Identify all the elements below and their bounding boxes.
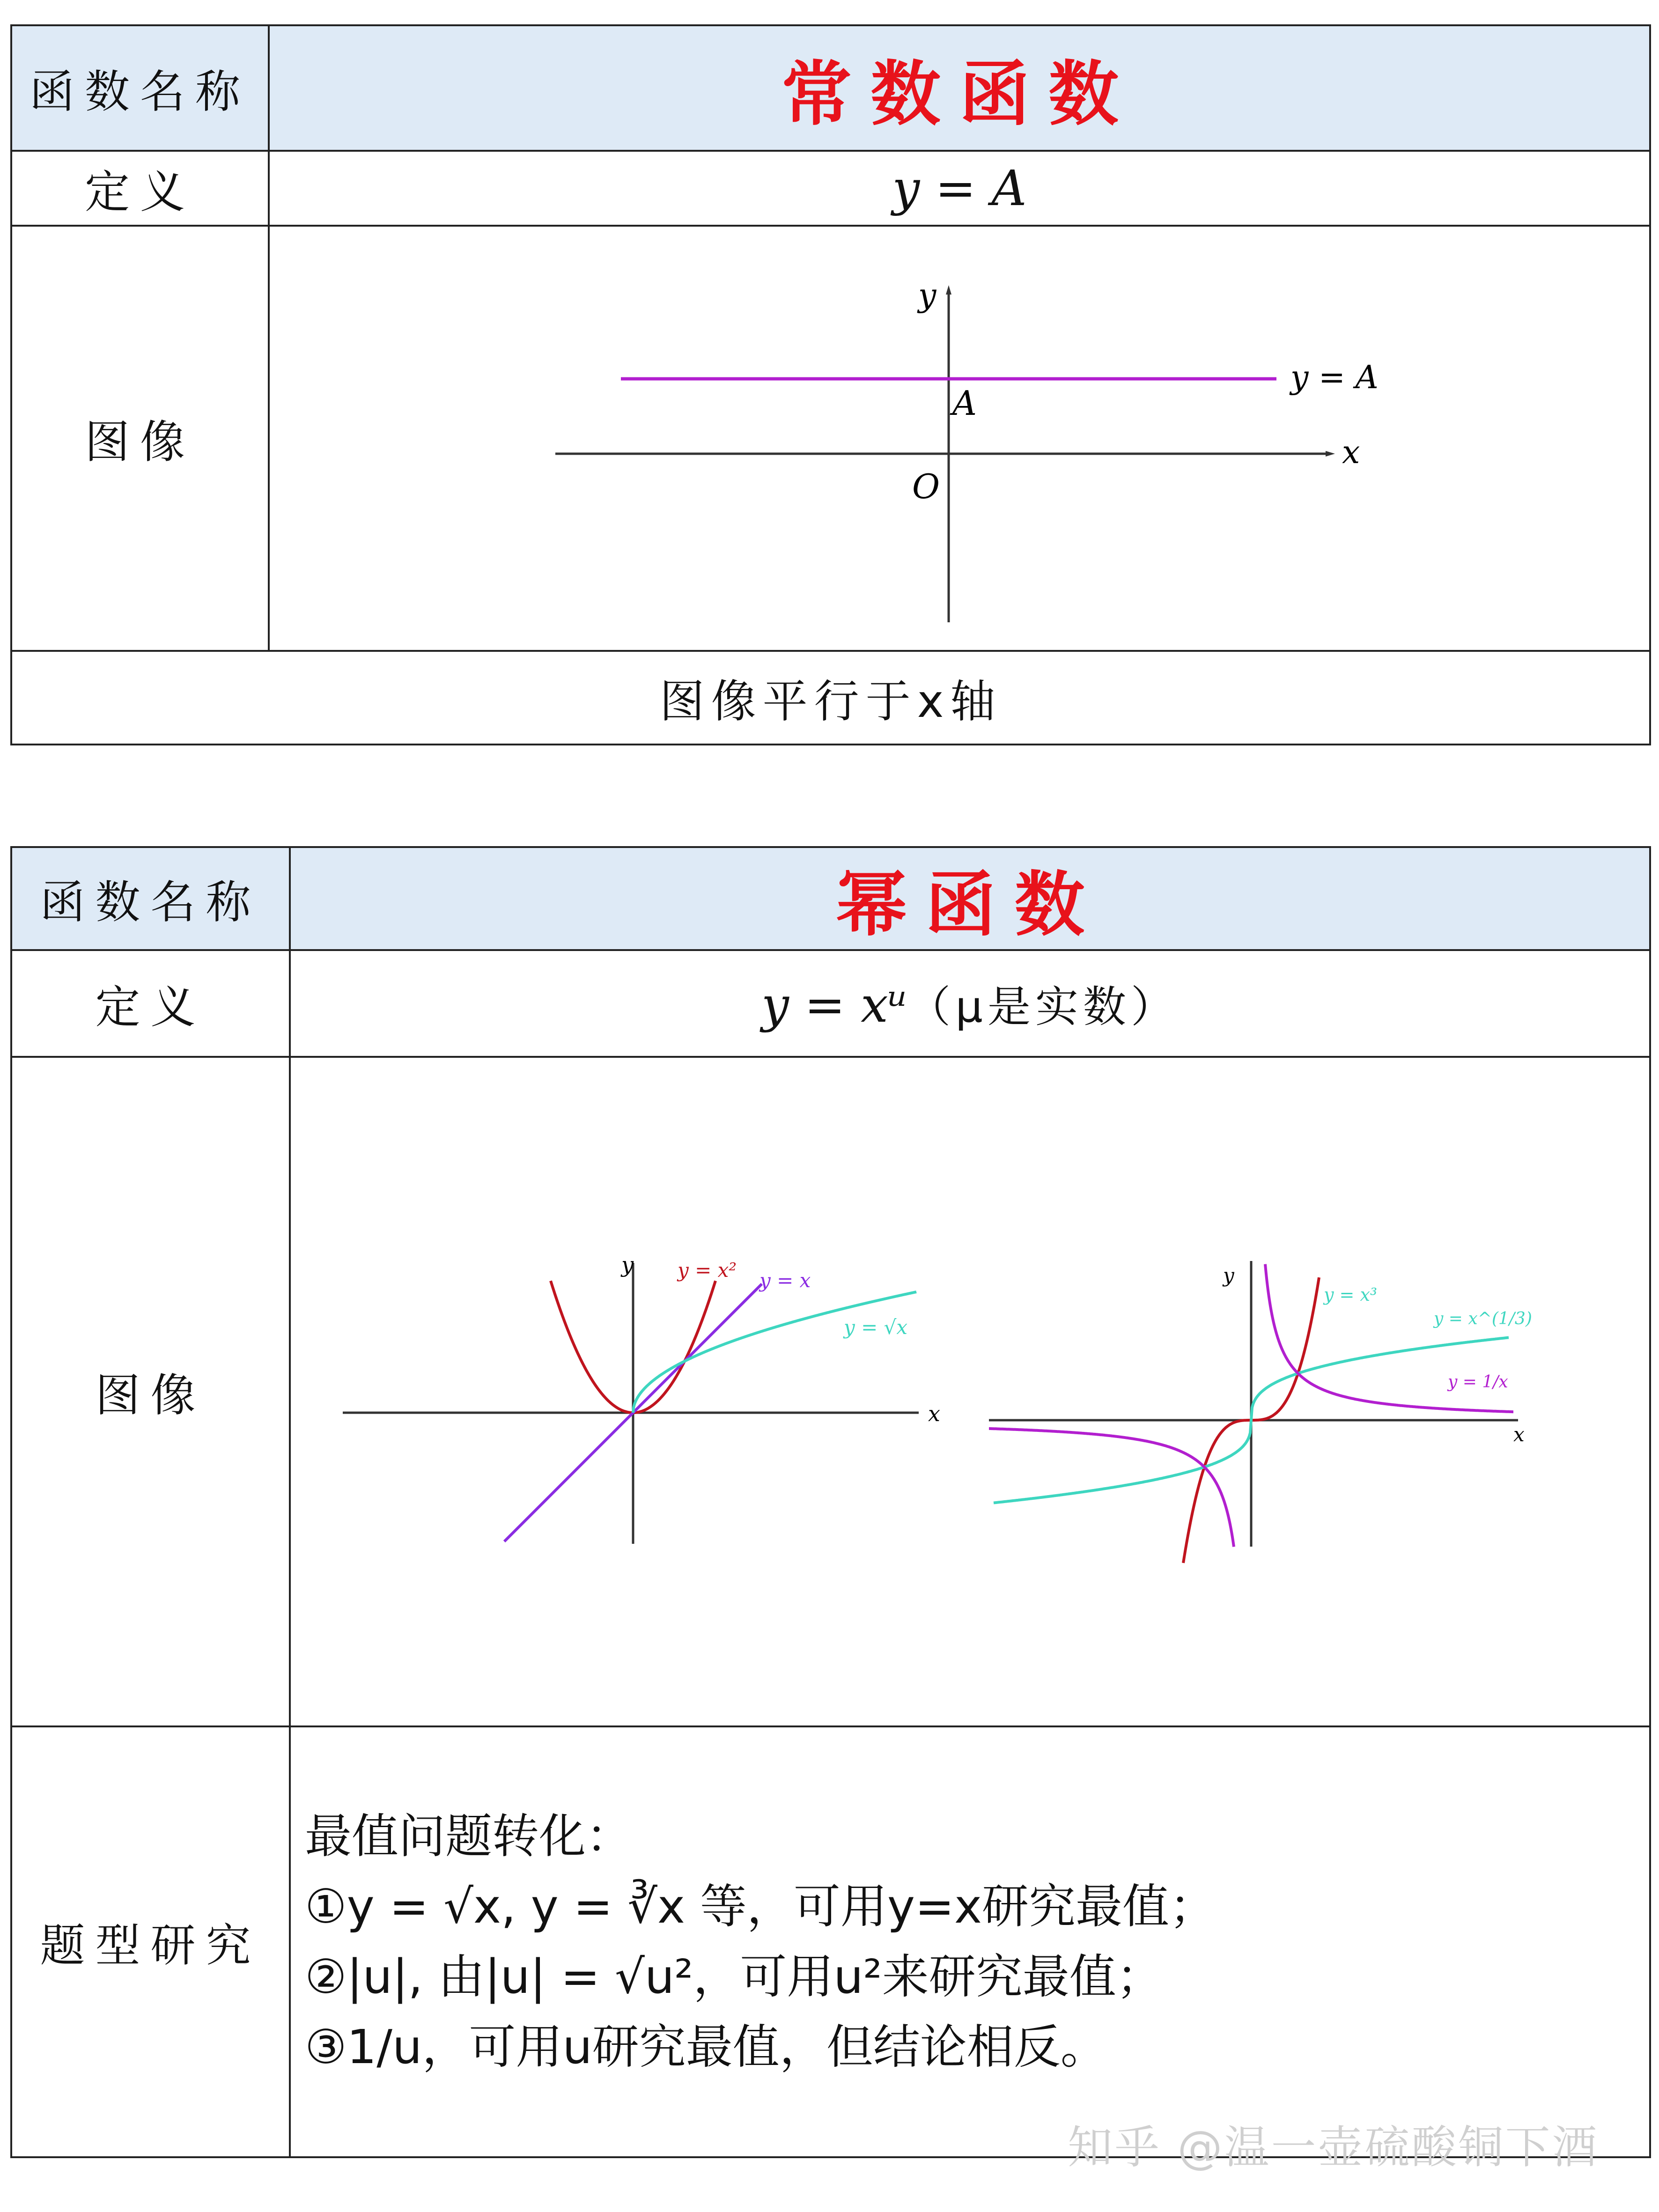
study-cell (290, 1726, 1650, 2157)
a-label: A (952, 383, 977, 423)
definition-label: 定义 (11, 151, 269, 226)
power-function-graphs (291, 1058, 1649, 1723)
watermark: 知乎 @温一壶硫酸铜下酒 (1068, 2121, 1599, 2174)
label-reciprocal-x: y = 1/x (1447, 1372, 1508, 1392)
study-line-2: ②|u|, 由|u| = √u²，可用u²来研究最值； (305, 1949, 1163, 2004)
study-line-1: ①y = √x, y = ∛x 等，可用y=x研究最值； (305, 1879, 1217, 1934)
label-x: y = x (759, 1269, 811, 1292)
label-x-squared: y = x² (677, 1259, 737, 1282)
constant-note: 图像平行于x轴 (11, 651, 1650, 745)
function-name-label: 函数名称 (11, 25, 269, 151)
graph-cell (269, 226, 1650, 651)
function-title: 幂函数 (290, 847, 1650, 950)
origin-label: O (912, 467, 940, 506)
label-sqrt-x: y = √x (843, 1316, 907, 1339)
y-axis-label: y (621, 1252, 634, 1277)
x-axis-label: x (928, 1401, 940, 1426)
graphs-cell (290, 1057, 1650, 1726)
x-axis-label: x (1342, 434, 1360, 471)
image-label: 图像 (11, 226, 269, 651)
curve-sqrt-x (633, 1292, 916, 1413)
function-name-label: 函数名称 (11, 847, 290, 950)
label-x-cubed: y = x³ (1323, 1284, 1377, 1305)
definition-cell (290, 950, 1650, 1057)
line-label: y = A (1290, 359, 1379, 396)
y-axis-label: y (918, 277, 936, 314)
left-graph (343, 1252, 940, 1544)
y-axis-label: y (1223, 1264, 1234, 1287)
label-cube-root-x: y = x^(1/3) (1433, 1309, 1532, 1328)
study-heading: 最值问题转化： (305, 1809, 633, 1864)
definition-label: 定义 (11, 950, 290, 1057)
function-title: 常数函数 (269, 25, 1650, 151)
power-function-card (10, 846, 1651, 2158)
definition-formula: y = A (269, 151, 1650, 226)
study-label: 题型研究 (11, 1726, 290, 2157)
x-axis-label: x (1513, 1423, 1525, 1446)
constant-function-graph (270, 227, 1651, 648)
definition-note: （μ是实数） (907, 982, 1179, 1032)
image-label: 图像 (11, 1057, 290, 1726)
definition-formula: y = xᵘ (761, 976, 908, 1033)
right-graph (989, 1261, 1532, 1563)
study-line-3: ③1/u，可用u研究最值，但结论相反。 (305, 2020, 1107, 2074)
constant-function-card (10, 24, 1651, 745)
